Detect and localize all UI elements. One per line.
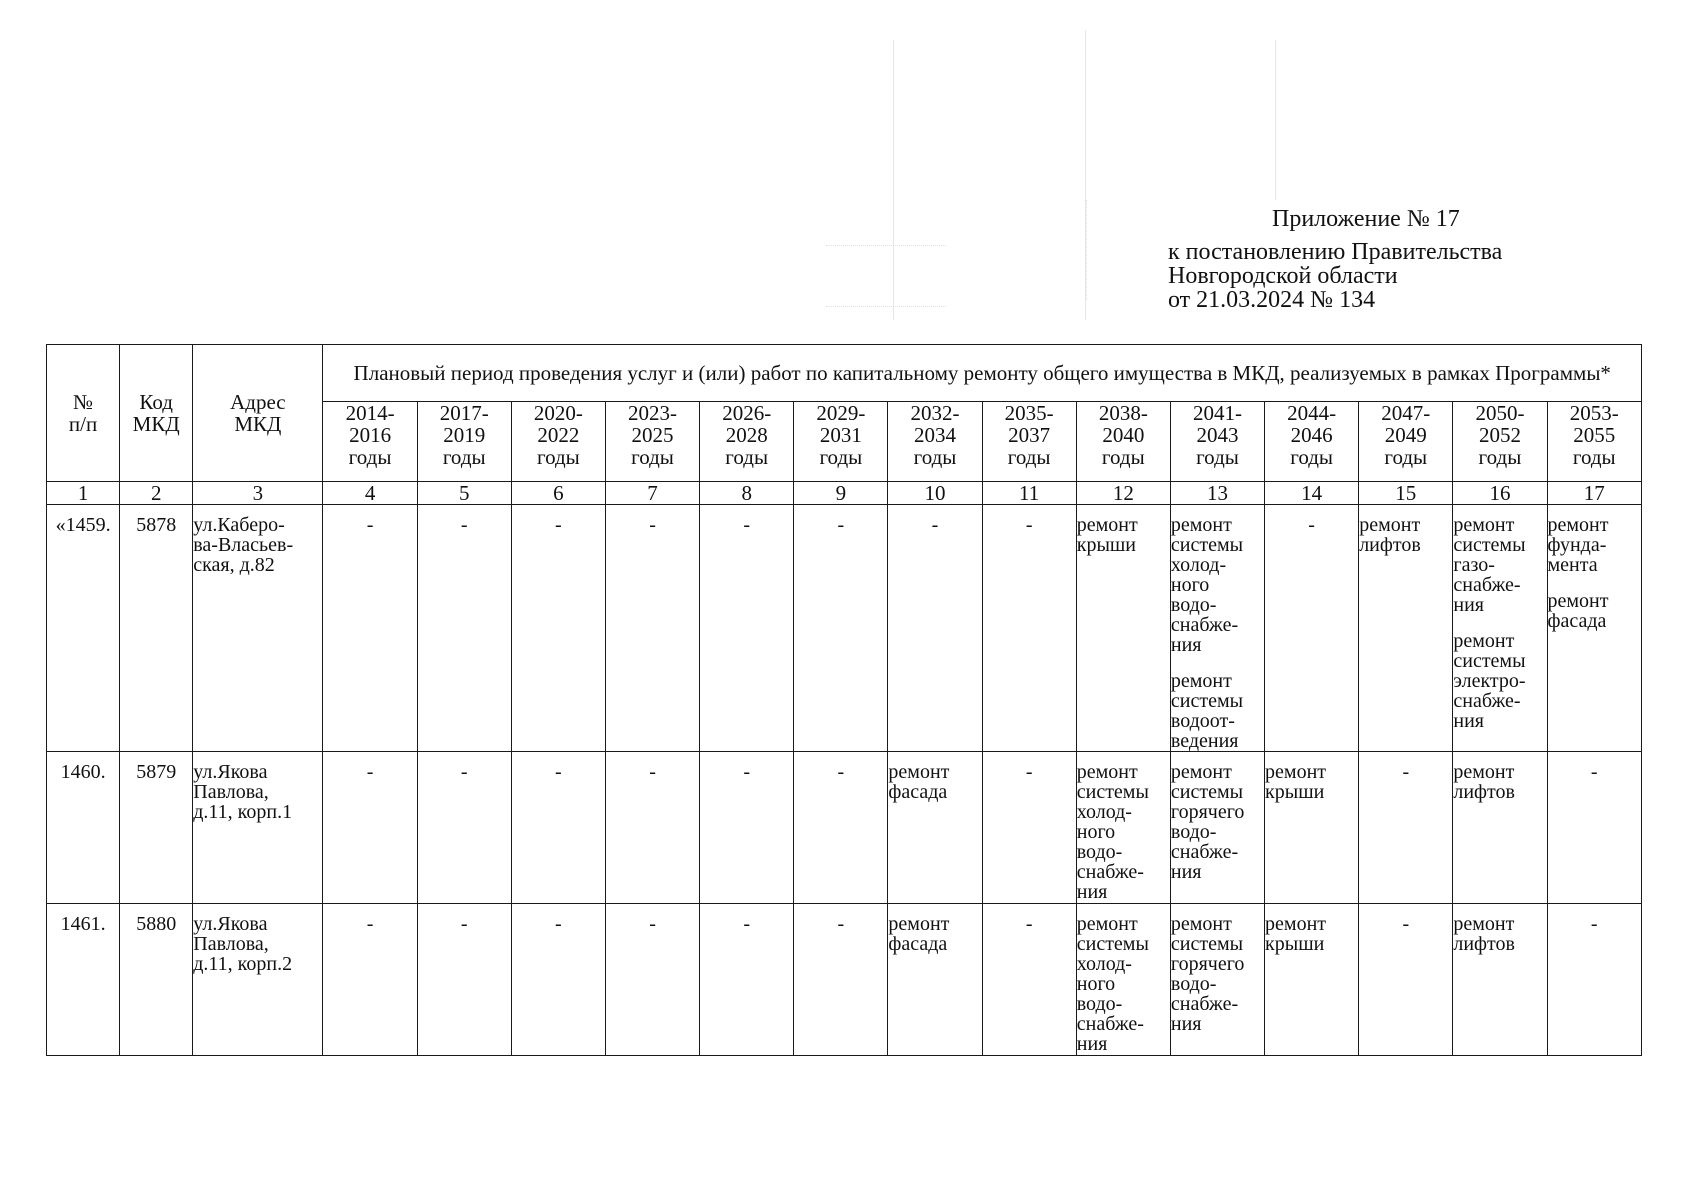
column-number: 2: [120, 482, 193, 505]
year-period-header: 2017- 2019 годы: [417, 402, 511, 482]
scan-artifact-line: [1275, 40, 1276, 200]
column-number: 16: [1453, 482, 1547, 505]
no-work-cell: -: [1547, 752, 1641, 904]
column-number: 7: [605, 482, 699, 505]
work-item: ремонт крыши: [1265, 761, 1327, 803]
no-work-cell: -: [323, 505, 417, 752]
planned-work-cell: [888, 904, 982, 1056]
work-item: ремонт системы холод- ного водо- снабже- ния: [1076, 913, 1149, 1055]
column-number: 1: [47, 482, 120, 505]
planned-work-cell: [1265, 752, 1359, 904]
column-number: 6: [511, 482, 605, 505]
no-work-cell: -: [323, 904, 417, 1056]
column-number: 14: [1265, 482, 1359, 505]
column-number: 5: [417, 482, 511, 505]
building-code: 5880: [120, 904, 193, 1056]
work-item: ремонт лифтов: [1359, 514, 1421, 556]
work-item: ремонт системы холод- ного водо- снабже- ния: [1076, 761, 1149, 903]
work-item: ремонт фасада: [1547, 590, 1609, 632]
column-number: 13: [1170, 482, 1264, 505]
no-work-cell: -: [888, 505, 982, 752]
row-number: «1459.: [47, 505, 120, 752]
year-period-header: 2041- 2043 годы: [1170, 402, 1264, 482]
no-work-cell: -: [1547, 904, 1641, 1056]
planned-work-cell: [1170, 904, 1264, 1056]
column-number: 11: [982, 482, 1076, 505]
scan-artifact-stamp: [1086, 200, 1167, 300]
row-number: 1460.: [47, 752, 120, 904]
no-work-cell: -: [700, 752, 794, 904]
no-work-cell: -: [1359, 904, 1453, 1056]
building-address: ул.Каберо- ва-Власьев- ская, д.82: [193, 505, 323, 752]
no-work-cell: -: [700, 904, 794, 1056]
building-code: 5878: [120, 505, 193, 752]
column-header-code: Код МКД: [120, 345, 193, 482]
column-header-number: № п/п: [47, 345, 120, 482]
column-header-address: Адрес МКД: [193, 345, 323, 482]
date-number-line: от 21.03.2024 № 134: [1168, 287, 1376, 313]
building-address: ул.Якова Павлова, д.11, корп.2: [193, 904, 323, 1056]
work-item: ремонт системы водоот- ведения: [1170, 670, 1244, 752]
year-period-header: 2026- 2028 годы: [700, 402, 794, 482]
work-item: ремонт фунда- мента: [1547, 514, 1609, 576]
planned-work-cell: [1170, 505, 1264, 752]
planned-work-cell: [1076, 505, 1170, 752]
work-item: ремонт системы газо- снабже- ния: [1453, 514, 1526, 616]
column-number: 15: [1359, 482, 1453, 505]
scan-artifact-stamp: [826, 245, 946, 307]
no-work-cell: -: [605, 505, 699, 752]
no-work-cell: -: [417, 904, 511, 1056]
no-work-cell: -: [605, 752, 699, 904]
year-period-header: 2014- 2016 годы: [323, 402, 417, 482]
no-work-cell: -: [323, 752, 417, 904]
work-item: ремонт системы электро- снабже- ния: [1453, 630, 1526, 732]
building-code: 5879: [120, 752, 193, 904]
work-item: ремонт системы горячего водо- снабже- ния: [1170, 761, 1245, 883]
no-work-cell: -: [417, 505, 511, 752]
column-number: 10: [888, 482, 982, 505]
building-address: ул.Якова Павлова, д.11, корп.1: [193, 752, 323, 904]
planned-work-cell: [1359, 505, 1453, 752]
no-work-cell: -: [794, 904, 888, 1056]
appendix-header: [1168, 206, 1648, 312]
work-item: ремонт лифтов: [1453, 761, 1515, 803]
year-period-header: 2038- 2040 годы: [1076, 402, 1170, 482]
column-number: 8: [700, 482, 794, 505]
planned-work-cell: [1547, 505, 1641, 752]
planned-work-cell: [1453, 505, 1547, 752]
no-work-cell: -: [700, 505, 794, 752]
work-item: ремонт системы холод- ного водо- снабже- ния: [1170, 514, 1244, 656]
column-number: 17: [1547, 482, 1641, 505]
year-period-header: 2029- 2031 годы: [794, 402, 888, 482]
no-work-cell: -: [1359, 752, 1453, 904]
year-period-header: 2035- 2037 годы: [982, 402, 1076, 482]
column-number: 3: [193, 482, 323, 505]
column-number: 12: [1076, 482, 1170, 505]
no-work-cell: -: [982, 752, 1076, 904]
year-period-header: 2020- 2022 годы: [511, 402, 605, 482]
table-row: [47, 752, 1642, 904]
work-item: ремонт фасада: [888, 761, 950, 803]
column-number: 4: [323, 482, 417, 505]
no-work-cell: -: [417, 752, 511, 904]
period-header: Плановый период проведения услуг и (или) работ по капитальному ремонту общего имущества в МКД, реализуемых в рамках Программы*: [323, 345, 1642, 402]
work-item: ремонт крыши: [1265, 913, 1327, 955]
column-number: 9: [794, 482, 888, 505]
year-period-header: 2023- 2025 годы: [605, 402, 699, 482]
year-period-header: 2047- 2049 годы: [1359, 402, 1453, 482]
appendix-title: Приложение № 17: [1272, 206, 1460, 232]
year-period-header: 2044- 2046 годы: [1265, 402, 1359, 482]
planned-work-cell: [1170, 752, 1264, 904]
row-number: 1461.: [47, 904, 120, 1056]
work-item: ремонт лифтов: [1453, 913, 1515, 955]
no-work-cell: -: [511, 904, 605, 1056]
region-line: Новгородской области: [1168, 263, 1398, 289]
no-work-cell: -: [982, 904, 1076, 1056]
no-work-cell: -: [794, 505, 888, 752]
planned-work-cell: [1265, 904, 1359, 1056]
year-period-header: 2053- 2055 годы: [1547, 402, 1641, 482]
planned-work-cell: [888, 752, 982, 904]
planned-work-cell: [1453, 904, 1547, 1056]
no-work-cell: -: [511, 505, 605, 752]
repair-schedule-table: [46, 344, 1642, 1056]
table-row: [47, 505, 1642, 752]
planned-work-cell: [1076, 904, 1170, 1056]
resolution-line: к постановлению Правительства: [1168, 239, 1503, 265]
planned-work-cell: [1076, 752, 1170, 904]
planned-work-cell: [1453, 752, 1547, 904]
year-period-header: 2050- 2052 годы: [1453, 402, 1547, 482]
no-work-cell: -: [511, 752, 605, 904]
work-item: ремонт фасада: [888, 913, 950, 955]
work-item: ремонт системы горячего водо- снабже- ния: [1170, 913, 1245, 1035]
no-work-cell: -: [1265, 505, 1359, 752]
year-period-header: 2032- 2034 годы: [888, 402, 982, 482]
work-item: ремонт крыши: [1076, 514, 1138, 556]
table-row: [47, 904, 1642, 1056]
no-work-cell: -: [605, 904, 699, 1056]
no-work-cell: -: [982, 505, 1076, 752]
no-work-cell: -: [794, 752, 888, 904]
